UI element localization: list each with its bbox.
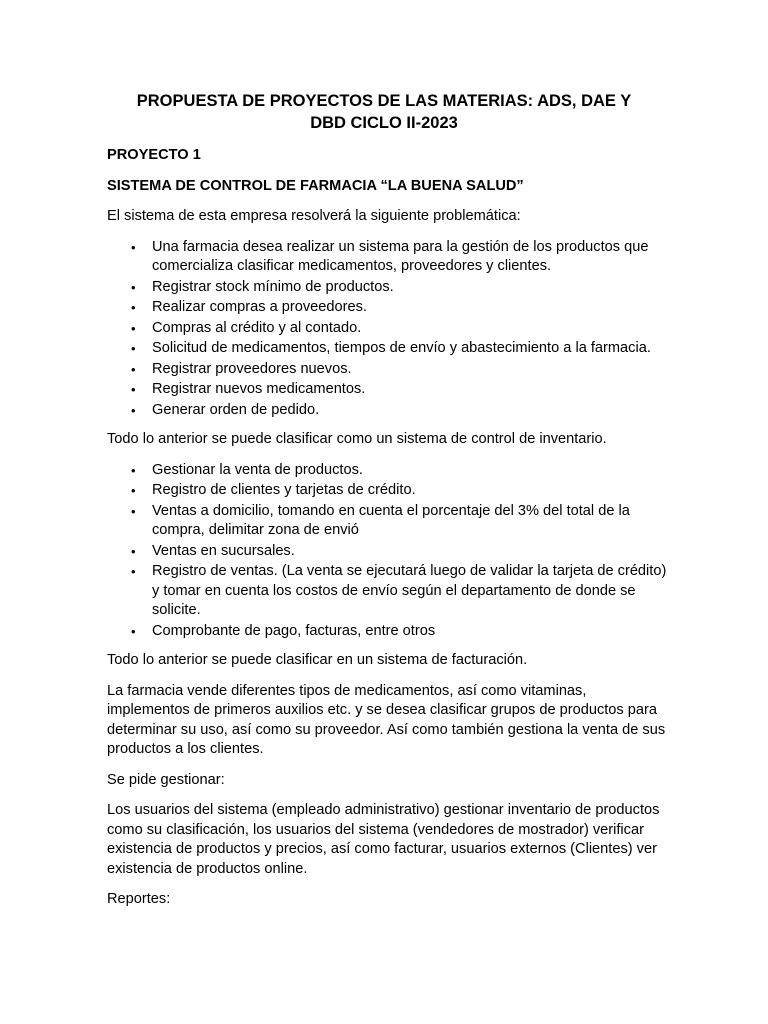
billing-list [107, 461, 667, 642]
bullet-icon: • [131, 623, 136, 639]
list-item [107, 542, 667, 562]
bullet-icon: • [131, 361, 136, 377]
bullet-icon: • [131, 320, 136, 336]
description-paragraph: La farmacia vende diferentes tipos de medicamentos, así como vitaminas, implementos de primeros auxilios etc. y se desea clasificar grupos de productos para determinar su uso, así como su proveedor. Así como también gestiona la venta de sus productos a los clientes. [107, 682, 666, 757]
list-item-text: Registro de clientes y tarjetas de crédito. [152, 482, 416, 498]
list-item-text: Registrar stock mínimo de productos. [152, 278, 394, 295]
list-item-text: Una farmacia desea realizar un sistema para la gestión de los productos que comercializa clasificar medicamentos, proveedores y clientes. [152, 238, 649, 274]
bullet-icon: • [131, 543, 136, 559]
bullet-icon: • [131, 382, 136, 397]
list-item [107, 298, 667, 318]
document-body [107, 146, 667, 921]
list-item [107, 360, 667, 380]
bullet-icon: • [131, 483, 136, 498]
request-intro: Se pide gestionar: [107, 771, 225, 788]
list-item-text: Compras al crédito y al contado. [152, 319, 362, 336]
list-item-text: Ventas en sucursales. [152, 542, 295, 559]
list-item [107, 380, 667, 400]
list-item [107, 562, 667, 621]
list-item-text: Generar orden de pedido. [152, 401, 320, 418]
list-item [107, 461, 667, 481]
reports-label: Reportes: [107, 891, 171, 907]
list-item-text: Registro de ventas. (La venta se ejecutará luego de validar la tarjeta de crédito) y tomar en cuenta los costos de envío según el departamento de donde se solicite. [152, 563, 667, 618]
list-item [107, 278, 667, 298]
project-heading: PROYECTO 1 [107, 147, 201, 163]
list-item [107, 238, 667, 277]
bullet-icon: • [131, 239, 136, 255]
list-item-text: Registrar proveedores nuevos. [152, 360, 352, 377]
inventory-summary: Todo lo anterior se puede clasificar como un sistema de control de inventario. [107, 431, 607, 447]
list-item [107, 622, 667, 642]
users-paragraph: Los usuarios del sistema (empleado administrativo) gestionar inventario de productos como su clasificación, los usuarios del sistema (vendedores de mostrador) verificar existencia de productos y precios, así como facturar, usuarios externos (Clientes) ver existencia de productos online. [107, 802, 660, 877]
document-title-line-1: PROPUESTA DE PROYECTOS DE LAS MATERIAS: ADS, DAE Y [136, 92, 632, 110]
document-title [60, 90, 708, 134]
bullet-icon: • [131, 279, 136, 295]
bullet-icon: • [131, 402, 136, 418]
list-item-text: Comprobante de pago, facturas, entre otros [152, 622, 436, 639]
intro-paragraph: El sistema de esta empresa resolverá la siguiente problemática: [107, 208, 521, 224]
list-item [107, 339, 667, 359]
list-item [107, 401, 667, 421]
list-item-text: Gestionar la venta de productos. [152, 461, 363, 478]
list-item-text: Ventas a domicilio, tomando en cuenta el porcentaje del 3% del total de la compra, delimitar zona de envió [152, 502, 630, 538]
list-item [107, 502, 667, 541]
list-item-text: Solicitud de medicamentos, tiempos de envío y abastecimiento a la farmacia. [152, 340, 651, 356]
list-item [107, 319, 667, 339]
list-item [107, 481, 667, 501]
bullet-icon: • [131, 564, 136, 579]
bullet-icon: • [131, 300, 136, 315]
list-item-text: Realizar compras a proveedores. [152, 299, 367, 315]
bullet-icon: • [131, 341, 136, 356]
system-heading: SISTEMA DE CONTROL DE FARMACIA “LA BUENA SALUD” [107, 177, 524, 194]
list-item-text: Registrar nuevos medicamentos. [152, 381, 366, 397]
bullet-icon: • [131, 462, 136, 478]
document-title-line-2: DBD CICLO II-2023 [310, 114, 458, 132]
inventory-list [107, 238, 667, 421]
billing-summary: Todo lo anterior se puede clasificar en un sistema de facturación. [107, 652, 528, 668]
bullet-icon: • [131, 503, 136, 519]
